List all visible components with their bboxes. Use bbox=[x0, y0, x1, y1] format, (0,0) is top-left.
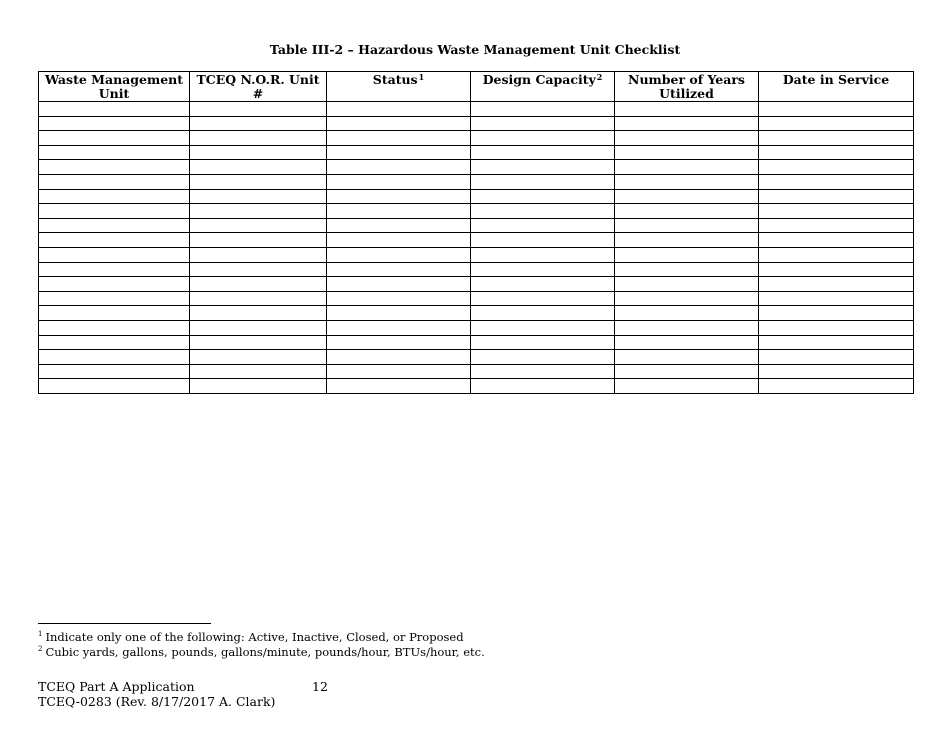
table-cell[interactable] bbox=[39, 262, 190, 277]
table-cell[interactable] bbox=[759, 379, 914, 394]
table-row bbox=[39, 350, 914, 365]
table-cell[interactable] bbox=[615, 102, 759, 117]
footnote-mark: 1 bbox=[38, 630, 43, 638]
column-header-label: TCEQ N.O.R. Unit # bbox=[196, 72, 320, 101]
table-cell[interactable] bbox=[190, 247, 327, 262]
table-cell[interactable] bbox=[759, 335, 914, 350]
table-cell[interactable] bbox=[759, 189, 914, 204]
table-row bbox=[39, 247, 914, 262]
table-cell[interactable] bbox=[615, 218, 759, 233]
table-cell[interactable] bbox=[39, 379, 190, 394]
table-row bbox=[39, 364, 914, 379]
table-cell[interactable] bbox=[615, 364, 759, 379]
table-cell[interactable] bbox=[759, 247, 914, 262]
footnote-divider bbox=[38, 623, 211, 624]
footnote-text: Cubic yards, gallons, pounds, gallons/minute, pounds/hour, BTUs/hour, etc. bbox=[45, 645, 485, 659]
table-cell[interactable] bbox=[471, 379, 615, 394]
table-cell[interactable] bbox=[327, 277, 471, 292]
table-row bbox=[39, 233, 914, 248]
column-header bbox=[759, 72, 914, 102]
table-cell[interactable] bbox=[327, 204, 471, 219]
table-row bbox=[39, 116, 914, 131]
table-cell[interactable] bbox=[615, 247, 759, 262]
table-cell[interactable] bbox=[39, 306, 190, 321]
table-cell[interactable] bbox=[615, 174, 759, 189]
table-cell[interactable] bbox=[615, 189, 759, 204]
table-cell[interactable] bbox=[759, 233, 914, 248]
table-cell[interactable] bbox=[39, 364, 190, 379]
table-cell[interactable] bbox=[471, 189, 615, 204]
table-cell[interactable] bbox=[190, 204, 327, 219]
table-cell[interactable] bbox=[615, 233, 759, 248]
table-cell[interactable] bbox=[759, 262, 914, 277]
table-cell[interactable] bbox=[471, 160, 615, 175]
table-cell[interactable] bbox=[471, 174, 615, 189]
table-cell[interactable] bbox=[471, 247, 615, 262]
table-cell[interactable] bbox=[39, 160, 190, 175]
table-cell[interactable] bbox=[471, 233, 615, 248]
table-cell[interactable] bbox=[190, 116, 327, 131]
table-cell[interactable] bbox=[327, 306, 471, 321]
table-cell[interactable] bbox=[190, 379, 327, 394]
table-cell[interactable] bbox=[39, 102, 190, 117]
table-cell[interactable] bbox=[759, 204, 914, 219]
table-cell[interactable] bbox=[471, 306, 615, 321]
table-cell[interactable] bbox=[615, 116, 759, 131]
table-cell[interactable] bbox=[471, 320, 615, 335]
table-cell[interactable] bbox=[327, 160, 471, 175]
table-cell[interactable] bbox=[190, 189, 327, 204]
footnote bbox=[38, 630, 485, 645]
column-header-label: Status bbox=[372, 72, 418, 87]
table-row bbox=[39, 131, 914, 146]
table-cell[interactable] bbox=[759, 102, 914, 117]
table-cell[interactable] bbox=[39, 320, 190, 335]
table-cell[interactable] bbox=[190, 160, 327, 175]
table-row bbox=[39, 189, 914, 204]
column-header bbox=[39, 72, 190, 102]
table-cell[interactable] bbox=[190, 335, 327, 350]
table-cell[interactable] bbox=[39, 204, 190, 219]
table-cell[interactable] bbox=[759, 320, 914, 335]
table-cell[interactable] bbox=[327, 247, 471, 262]
table-cell[interactable] bbox=[39, 116, 190, 131]
table-cell[interactable] bbox=[759, 131, 914, 146]
table-cell[interactable] bbox=[759, 350, 914, 365]
page-number: 12 bbox=[312, 679, 328, 694]
table-row bbox=[39, 102, 914, 117]
table-cell[interactable] bbox=[471, 131, 615, 146]
table-row bbox=[39, 174, 914, 189]
table-cell[interactable] bbox=[471, 277, 615, 292]
unit-checklist-table bbox=[38, 71, 914, 394]
footnote-mark: 2 bbox=[38, 645, 43, 653]
column-header-label: Waste Management Unit bbox=[44, 72, 184, 101]
table-cell[interactable] bbox=[327, 320, 471, 335]
table-cell[interactable] bbox=[327, 145, 471, 160]
footer-line: TCEQ Part A Application bbox=[38, 679, 195, 694]
table-title: Table III-2 – Hazardous Waste Management Unit Checklist bbox=[269, 42, 681, 57]
table-cell[interactable] bbox=[759, 174, 914, 189]
table-cell[interactable] bbox=[190, 306, 327, 321]
table-cell[interactable] bbox=[327, 335, 471, 350]
table-cell[interactable] bbox=[471, 145, 615, 160]
table-cell[interactable] bbox=[190, 233, 327, 248]
table-row bbox=[39, 379, 914, 394]
table-cell[interactable] bbox=[327, 102, 471, 117]
footnote-marker: 2 bbox=[596, 72, 603, 82]
table-body bbox=[39, 102, 914, 394]
column-header bbox=[190, 72, 327, 102]
footnote bbox=[38, 645, 485, 660]
table-cell[interactable] bbox=[39, 277, 190, 292]
table-cell[interactable] bbox=[327, 262, 471, 277]
table-cell[interactable] bbox=[471, 204, 615, 219]
table-cell[interactable] bbox=[190, 102, 327, 117]
table-cell[interactable] bbox=[471, 116, 615, 131]
table-cell[interactable] bbox=[39, 350, 190, 365]
table-cell[interactable] bbox=[39, 247, 190, 262]
table-row bbox=[39, 145, 914, 160]
table-cell[interactable] bbox=[615, 131, 759, 146]
footer-line: TCEQ-0283 (Rev. 8/17/2017 A. Clark) bbox=[38, 694, 276, 709]
table-cell[interactable] bbox=[190, 320, 327, 335]
table-cell[interactable] bbox=[759, 218, 914, 233]
table-cell[interactable] bbox=[190, 145, 327, 160]
table-cell[interactable] bbox=[190, 291, 327, 306]
table-cell[interactable] bbox=[471, 262, 615, 277]
table-cell[interactable] bbox=[190, 350, 327, 365]
table-cell[interactable] bbox=[327, 218, 471, 233]
table-row bbox=[39, 306, 914, 321]
table-cell[interactable] bbox=[39, 291, 190, 306]
table-cell[interactable] bbox=[615, 160, 759, 175]
table-row bbox=[39, 160, 914, 175]
table-cell[interactable] bbox=[327, 350, 471, 365]
footnote-marker: 1 bbox=[418, 72, 425, 82]
table-cell[interactable] bbox=[190, 131, 327, 146]
table-cell[interactable] bbox=[615, 291, 759, 306]
column-header-label: Design Capacity bbox=[482, 72, 596, 87]
table-header-row bbox=[39, 72, 914, 102]
table-cell[interactable] bbox=[39, 174, 190, 189]
column-header bbox=[327, 72, 471, 102]
table-cell[interactable] bbox=[39, 145, 190, 160]
table-cell[interactable] bbox=[327, 116, 471, 131]
table-cell[interactable] bbox=[615, 277, 759, 292]
table-cell[interactable] bbox=[190, 364, 327, 379]
table-cell[interactable] bbox=[759, 145, 914, 160]
footnote-text: Indicate only one of the following: Active, Inactive, Closed, or Proposed bbox=[45, 630, 464, 644]
table-cell[interactable] bbox=[615, 379, 759, 394]
table-cell[interactable] bbox=[39, 335, 190, 350]
table-cell[interactable] bbox=[327, 291, 471, 306]
table-row bbox=[39, 262, 914, 277]
table-cell[interactable] bbox=[39, 189, 190, 204]
table-cell[interactable] bbox=[327, 131, 471, 146]
table-cell[interactable] bbox=[759, 306, 914, 321]
column-header-label: Number of Years Utilized bbox=[628, 72, 745, 101]
table-cell[interactable] bbox=[327, 174, 471, 189]
table-cell[interactable] bbox=[471, 364, 615, 379]
table-cell[interactable] bbox=[615, 262, 759, 277]
table-cell[interactable] bbox=[759, 277, 914, 292]
table-cell[interactable] bbox=[615, 350, 759, 365]
table-cell[interactable] bbox=[471, 102, 615, 117]
table-cell[interactable] bbox=[39, 218, 190, 233]
table-cell[interactable] bbox=[615, 145, 759, 160]
table-cell[interactable] bbox=[471, 335, 615, 350]
table-cell[interactable] bbox=[190, 174, 327, 189]
table-row bbox=[39, 277, 914, 292]
table-row bbox=[39, 218, 914, 233]
table-cell[interactable] bbox=[190, 218, 327, 233]
table-cell[interactable] bbox=[759, 291, 914, 306]
table-cell[interactable] bbox=[471, 350, 615, 365]
column-header bbox=[615, 72, 759, 102]
table-cell[interactable] bbox=[615, 306, 759, 321]
column-header bbox=[471, 72, 615, 102]
footer-form-id bbox=[38, 679, 275, 709]
footnotes bbox=[38, 630, 485, 660]
table-cell[interactable] bbox=[190, 262, 327, 277]
table-cell[interactable] bbox=[759, 160, 914, 175]
table-cell[interactable] bbox=[615, 335, 759, 350]
table-cell[interactable] bbox=[39, 233, 190, 248]
table-row bbox=[39, 320, 914, 335]
table-row bbox=[39, 335, 914, 350]
table-cell[interactable] bbox=[39, 131, 190, 146]
table-row bbox=[39, 291, 914, 306]
table-cell[interactable] bbox=[471, 218, 615, 233]
table-cell[interactable] bbox=[190, 277, 327, 292]
table-cell[interactable] bbox=[327, 379, 471, 394]
table-cell[interactable] bbox=[471, 291, 615, 306]
table-cell[interactable] bbox=[615, 204, 759, 219]
table-cell[interactable] bbox=[327, 233, 471, 248]
table-cell[interactable] bbox=[759, 364, 914, 379]
table-cell[interactable] bbox=[327, 189, 471, 204]
table-cell[interactable] bbox=[615, 320, 759, 335]
table-cell[interactable] bbox=[327, 364, 471, 379]
table-row bbox=[39, 204, 914, 219]
column-header-label: Date in Service bbox=[782, 72, 890, 87]
table-cell[interactable] bbox=[759, 116, 914, 131]
